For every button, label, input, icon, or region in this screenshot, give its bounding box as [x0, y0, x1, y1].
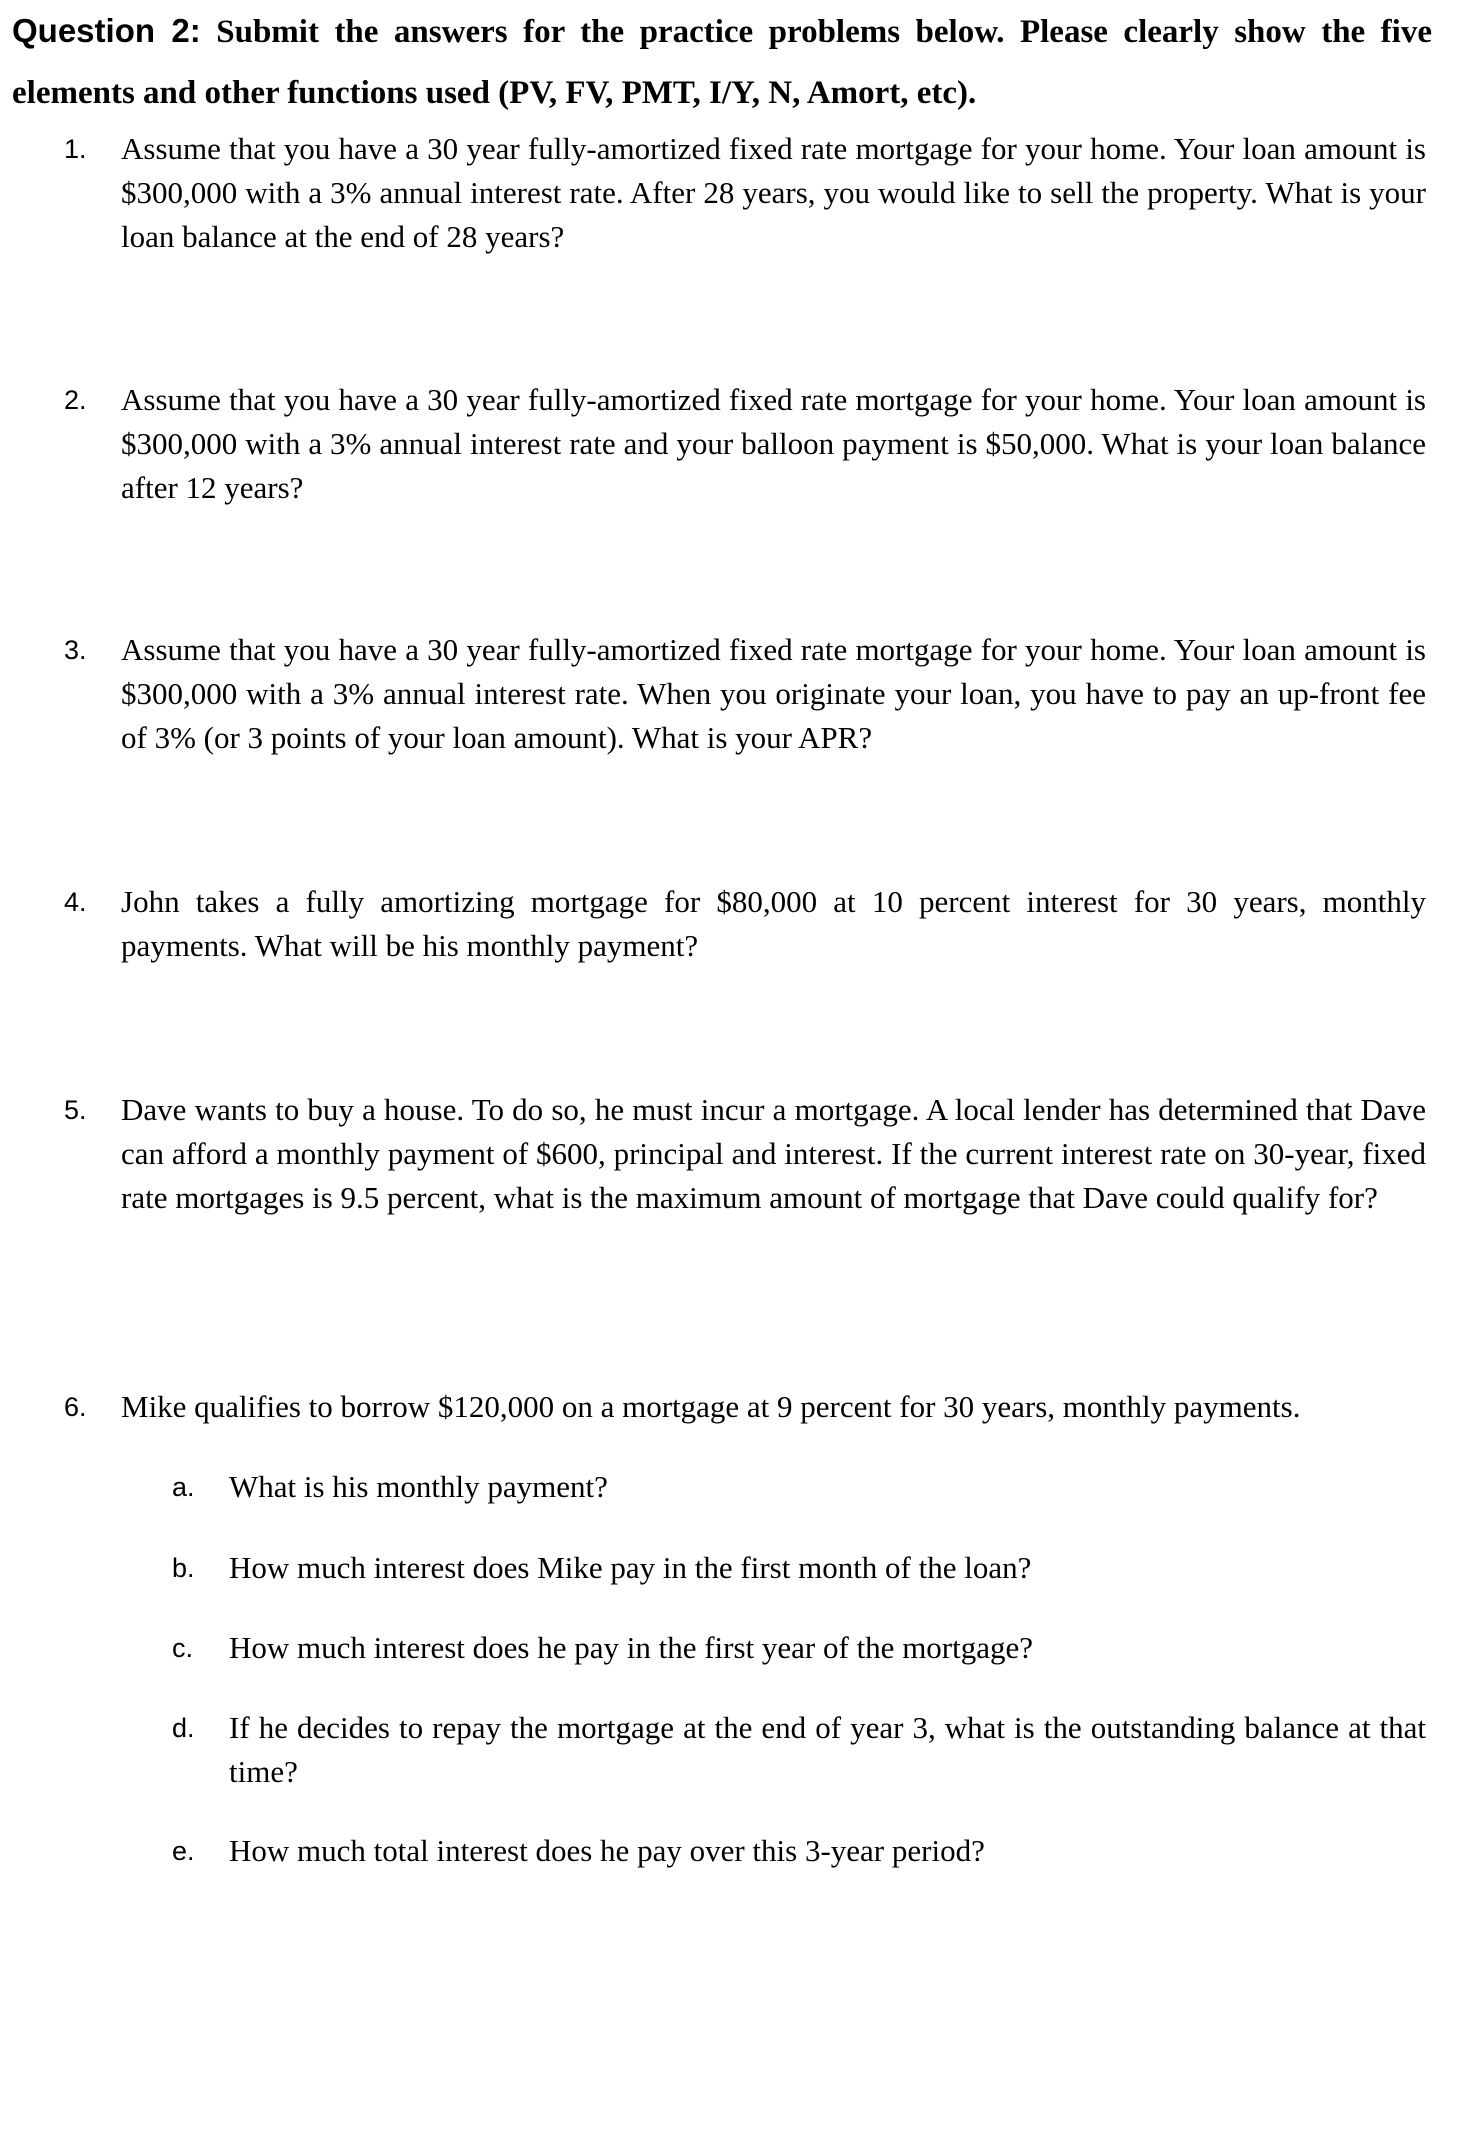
subpart-letter: d.	[172, 1713, 195, 1743]
problem-number: 1.	[64, 134, 87, 164]
problem-number: 4.	[64, 887, 87, 917]
subpart-letter: a.	[172, 1472, 195, 1502]
problem-text: Mike qualifies to borrow $120,000 on a mortgage at 9 percent for 30 years, monthly payments.	[121, 1389, 1301, 1424]
problem-number: 3.	[64, 635, 87, 665]
subpart-text: How much total interest does he pay over this 3-year period?	[229, 1833, 985, 1868]
subpart-letter: b.	[172, 1553, 195, 1583]
question-instructions: Submit the answers for the practice problems below. Please clearly show the five elements and other functions used (PV, FV, PMT, I/Y, N, Amort, etc).	[12, 14, 1432, 111]
question-heading	[12, 0, 1432, 124]
problem-number: 5.	[64, 1095, 87, 1125]
subpart-text: If he decides to repay the mortgage at the end of year 3, what is the outstanding balance at that time?	[229, 1710, 1426, 1789]
problem-text: Dave wants to buy a house. To do so, he must incur a mortgage. A local lender has determined that Dave can afford a monthly payment of $600, principal and interest. If the current interest rate on 30-year, fixed rate mortgages is 9.5 percent, what is the maximum amount of mortgage that Dave could qualify for?	[121, 1092, 1426, 1215]
problem-text: John takes a fully amortizing mortgage for $80,000 at 10 percent interest for 30 years, monthly payments. What will be his monthly payment?	[121, 884, 1426, 963]
subpart-letter: c.	[172, 1633, 194, 1663]
problem-number: 2.	[64, 385, 87, 415]
question-label: Question 2:	[12, 12, 201, 49]
subpart-text: How much interest does Mike pay in the first month of the loan?	[229, 1550, 1032, 1585]
problem-text: Assume that you have a 30 year fully-amortized fixed rate mortgage for your home. Your loan amount is $300,000 with a 3% annual interest rate. When you originate your loan, you have to pay an up-front fee of 3% (or 3 points of your loan amount). What is your APR?	[121, 632, 1426, 755]
subpart-text: What is his monthly payment?	[229, 1469, 608, 1504]
problem-number: 6.	[64, 1392, 87, 1422]
problem-text: Assume that you have a 30 year fully-amortized fixed rate mortgage for your home. Your loan amount is $300,000 with a 3% annual interest rate and your balloon payment is $50,000. What is your loan balance after 12 years?	[121, 382, 1426, 505]
problem-text: Assume that you have a 30 year fully-amortized fixed rate mortgage for your home. Your loan amount is $300,000 with a 3% annual interest rate. After 28 years, you would like to sell the property. What is your loan balance at the end of 28 years?	[121, 131, 1426, 254]
subpart-text: How much interest does he pay in the first year of the mortgage?	[229, 1630, 1034, 1665]
subpart-letter: e.	[172, 1836, 195, 1866]
